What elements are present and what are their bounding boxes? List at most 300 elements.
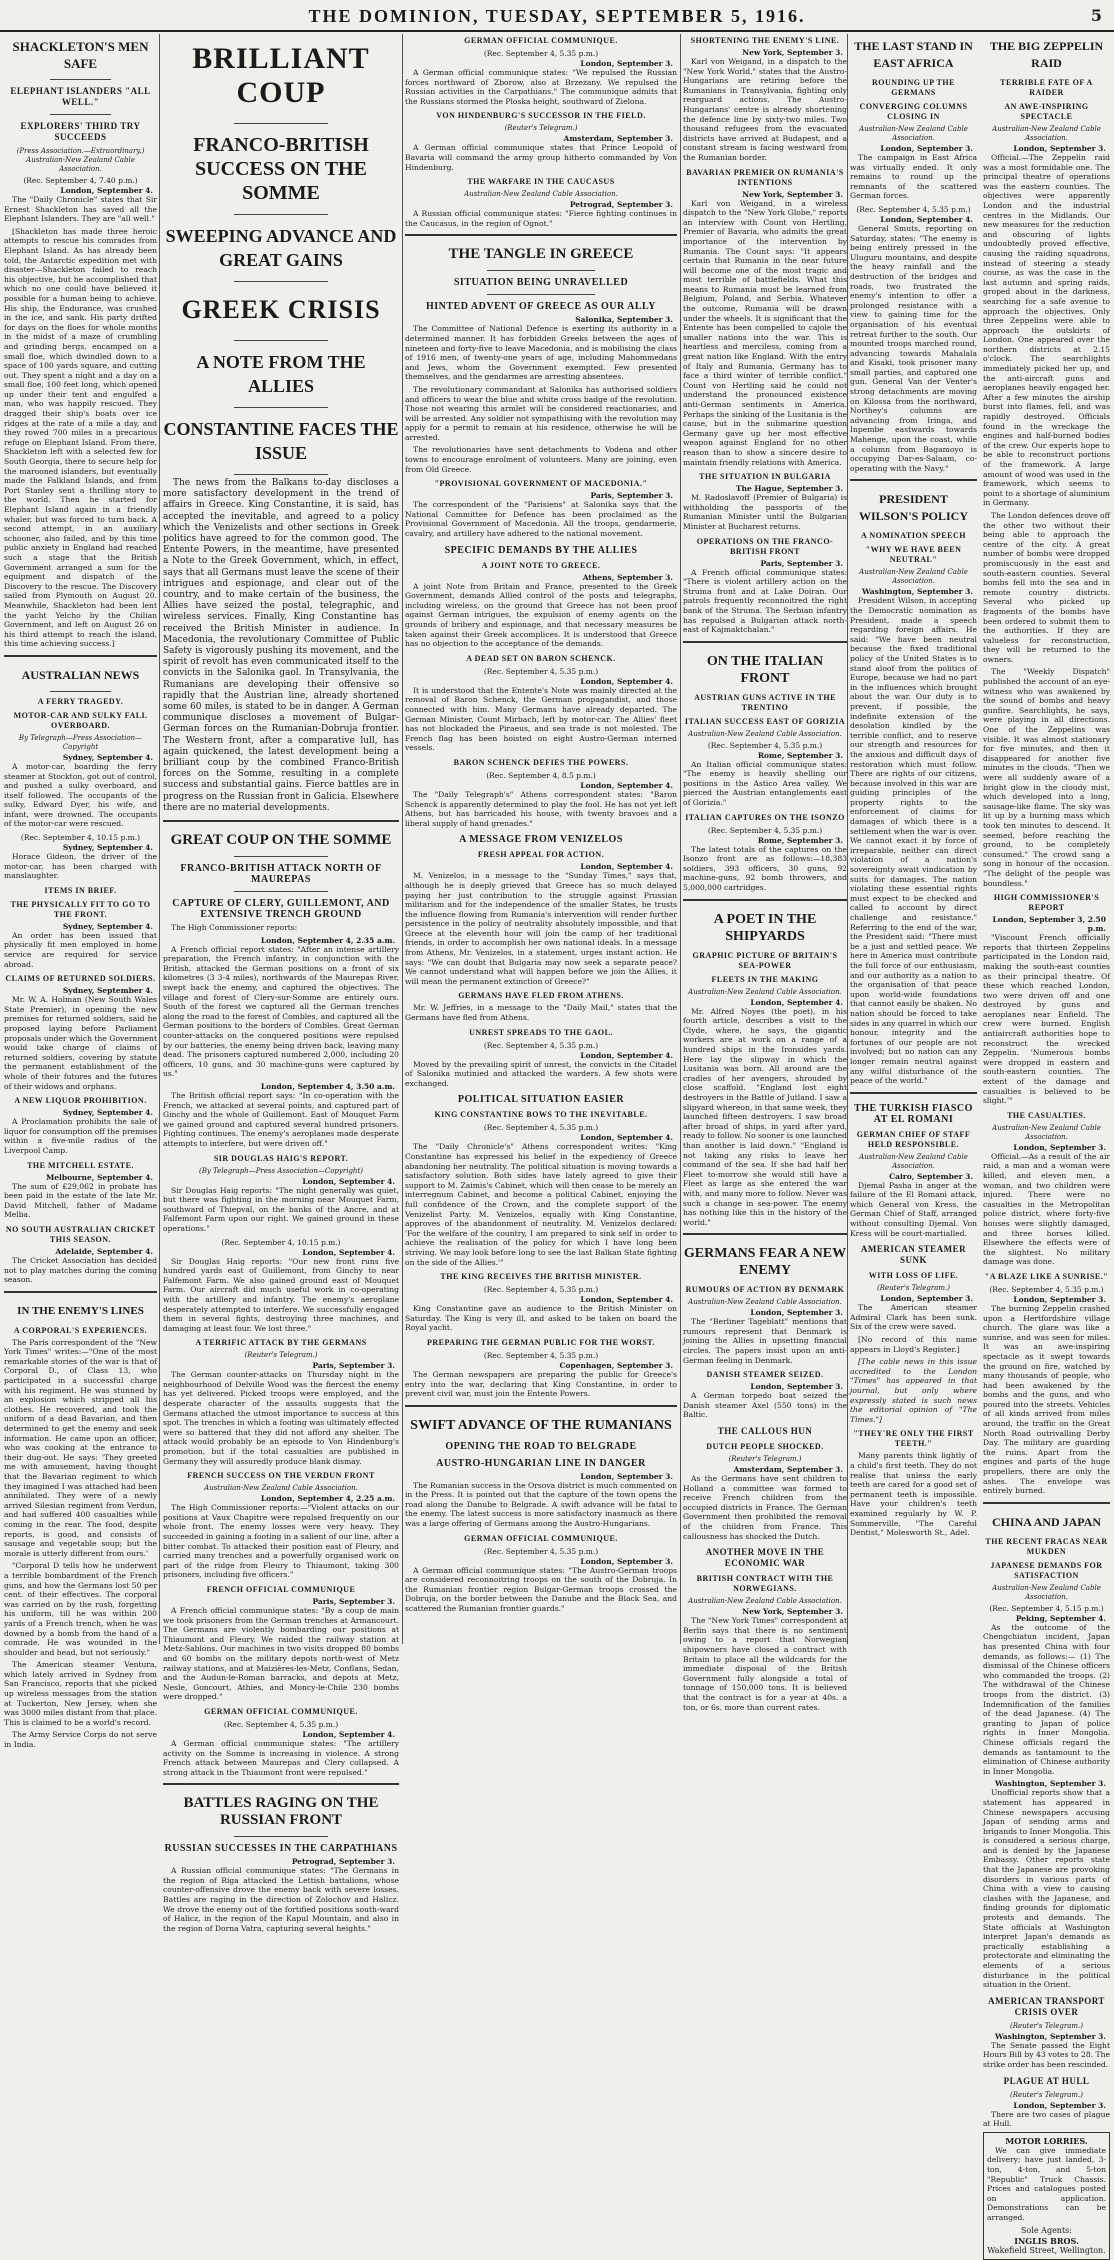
- divider: [4, 655, 157, 657]
- dateline: Paris, September 3.: [590, 491, 673, 501]
- subhead: THE PHYSICALLY FIT TO GO TO THE FRONT.: [10, 899, 151, 919]
- dateline: London, September 4.: [580, 862, 673, 872]
- article-text: The latest totals of the captures on the Isonzo front are as follows:—18,383 soldiers, 393 officers, 30 guns, 92 machine-guns, 92 bomb throwers, and 5,000,000 cartridges.: [683, 844, 847, 893]
- divider: [4, 1291, 157, 1293]
- agency-line: (By Telegraph—Press Association—Copyright): [199, 1166, 363, 1175]
- subhead: FRENCH OFFICIAL COMMUNIQUE: [206, 1584, 356, 1594]
- article-text: The sum of £29,062 in probate has been paid in the estate of the late Mr. David Mitchell, father of Madame Melba.: [4, 1181, 157, 1220]
- agency-line: (Press Association.—Extraordinary.) Australian-New Zealand Cable Association.: [16, 147, 145, 173]
- article-text: The "Daily Chronicle" states that Sir Ernest Shackleton has saved all the Elephant Islanders. They are "all well.": [4, 195, 157, 224]
- headline-turkish-fiasco: THE TURKISH FIASCO AT EL ROMANI: [854, 1102, 973, 1125]
- dateline: London, September 4.: [580, 676, 673, 686]
- subhead: CAPTURE OF CLERY, GUILLEMONT, AND EXTENSIVE TRENCH GROUND: [172, 898, 390, 921]
- article-text: The High Commissioner reports:—"Violent attacks on our positions at Vaux Chapitre were repulsed frequently on our whole front. The enemy losses were very heavy. They succeeded in gaining a footing in a salient of our line, after a bitter combat. To attacked their position east of Fleury, and carried many trenches and a powerfully organised work on part of the ridge from Fleury to Thiaumont, taking 300 prisoners, including five officers.": [163, 1503, 399, 1580]
- dateline: London, September 3.: [580, 59, 673, 68]
- dateline: Cairo, September 3.: [889, 1171, 973, 1181]
- received-line: (Rec. September 4, 10.15 p.m.): [221, 1237, 341, 1247]
- dateline: Sydney, September 4.: [62, 843, 153, 853]
- article-text: Mr. W. A. Holman (New South Wales State Premier), in opening the new premises for returned soldiers, said he proposed laying before Parliament proposals under which the Government would take charge of claims of returned soldiers, covering by statute the permanent establishment of the whole of their futures and the futures of their widows and orphans.: [4, 995, 157, 1091]
- masthead: [0, 0, 1114, 32]
- column-2: [163, 34, 399, 1933]
- subhead: FRANCO-BRITISH ATTACK NORTH OF MAUREPAS: [180, 863, 382, 886]
- dateline: London, September 4.: [302, 1729, 395, 1739]
- received-line: (Rec. September 4, 5.35 p.m.): [483, 666, 599, 676]
- article-text: Mr. W. Jeffries, in a message to the "Daily Mail," states that the Germans have fled from Athens.: [405, 1003, 677, 1023]
- dateline: Petrograd, September 3.: [291, 1857, 395, 1867]
- subhead: BARON SCHENCK DEFIES THE POWERS.: [453, 757, 629, 767]
- dateline: London, September 4.: [580, 1050, 673, 1060]
- divider: [234, 891, 328, 892]
- dateline: Rome, September 3.: [757, 750, 843, 760]
- subhead: ANOTHER MOVE IN THE ECONOMIC WAR: [705, 1547, 825, 1569]
- article-text: The Committee of National Defence is exerting its authority in a determined manner. It has forbidden Greeks between the ages of nineteen and forty-five to leave Macedonia, and is mobilising the class of 1916 men, of twenty-one years of age, including Mahommedans and Jews, whom the Government exempted. Few presented themselves, and the gendarmes are arresting absentees.: [405, 324, 677, 382]
- divider: [983, 1502, 1110, 1504]
- subhead: SIR DOUGLAS HAIG'S REPORT.: [213, 1153, 349, 1163]
- article-text: A German official communique states: "We repulsed the Russian forces northward of Zborow, also at Brzezany. We repulsed the Russian activities in the Carpathians." The communique admits that the Russians stormed the Ploska height, southward of Zielona.: [405, 68, 677, 106]
- article-text: M. Radoslavoff (Premier of Bulgaria) is withholding the passports of the Rumanian Minister until the Bulgarian Minister at Bucharest returns.: [683, 493, 847, 531]
- subhead: OPENING THE ROAD TO BELGRADE: [445, 1440, 637, 1452]
- agency-line: (Reuter's Telegram.): [1010, 2090, 1083, 2099]
- article-text: Horace Gideon, the driver of the motor-car, has been charged with manslaughter.: [4, 852, 157, 881]
- article-text: The "Daily Chronicle's" Athens correspondent writes: "King Constantine has expressed his belief in the expediency of Greece abandoning her neutrality. The political situation is moving towards a satisfactory solution. Both sides have lately agreed to give their support to M. Zaimis's Cabinet, which will then cease to be merely an interregnum Cabinet, and become a political Cabinet, enjoying the full confidence of the Crown, and the complete support of the Venizelist Party. M. Venizelos, equally with King Constantine, approves of the abandonment of neutrality. M. Venizelos declared: 'For the welfare of the country, I am prepared to sink self in order to achieve the realisation of the policy for which I have long been striving. We may look before long to see the last Balkan State fighting on the side of the Allies.'": [405, 1142, 677, 1267]
- editor-note: [No record of this name appears in Lloyd's Register.]: [850, 1335, 977, 1354]
- subhead: VON HINDENBURG'S SUCCESSOR IN THE FIELD.: [436, 111, 646, 121]
- dateline: London, September 3.: [580, 1556, 673, 1566]
- subhead: MOTOR-CAR AND SULKY FALL OVERBOARD.: [13, 710, 148, 730]
- dateline: London, September 3.: [880, 144, 973, 153]
- article-text: A French official communique states: "By a coup de main we took prisoners from the German trenches at Armancourt. The Germans are violently bombarding our positions at Thiaumont and Fleury. We raided the railway station at Metz-Sablons. Our machines in two visits dropped 80 bombs and 60 bombs on the military depots north-west of Metz railway stations, and at Maizières-les-Metz, Conflans, Sedan, and the Audun-le-Roman barracks, and depots at Metz, Nesle, Goncourt, Athies, and Moncy-le-Chile 230 bombs were dropped.": [163, 1605, 399, 1702]
- article-text: King Constantine gave an audience to the British Minister on Saturday. The King is very ill, and asked to be taken on board the Royal yacht.: [405, 1304, 677, 1333]
- article-text: It is understood that the Entente's Note was mainly directed at the removal of Baron Schenck, the German propagandist, and those connected with him. Many Germans have already departed. The German Minister, Count Mirbach, left by motor-car. The Allies' fleet has not blockaded the Piraeus, and sea trade is not molested. The French flag has been hoisted on eight Austro-German interned vessels.: [405, 685, 677, 753]
- subhead: WITH LOSS OF LIFE.: [868, 1271, 959, 1281]
- dateline: London, September 4.: [302, 1176, 395, 1186]
- article-text: There are two cases of plague at Hull.: [983, 2109, 1110, 2129]
- subhead: A NOMINATION SPEECH: [861, 531, 966, 541]
- agency-line: Australian-New Zealand Cable Association.: [688, 1597, 842, 1606]
- subhead: DANISH STEAMER SEIZED.: [706, 1370, 824, 1380]
- subhead: ELEPHANT ISLANDERS "ALL WELL.": [10, 86, 151, 107]
- article-text: [Shackleton has made three heroic attempts to rescue his comrades from Elephant Island. As has already been told, the Antarctic expedition met with disaster—Shackleton failed to reach his objective, but he accomplished that which no one could have believed it possible for a human being to achieve. His ship, the Endurance, was crushed in the ice, and sank. His party drifted for days on the floes for whole months in the midst of a maze of crumbling and grinding bergs, encamped on a small floe, which dwindled down to a space of 100 yards square, and cutting out. They spent a night and a day on a small floe, 100 feet long, which opened up under their tent and engulfed a man, who was happily rescued. They dragged their ship's boats over ice ridges at the rate of a mile a day, and they rowed 700 miles in a precarious refuge on Elephant Island. From there, Shackleton left with a selected few for South Georgia, there to secure help for the marooned islanders, but eventually made the Falkland Islands, and from Port Stanley sent a thrilling story to the world. Then he started for Elephant Island again in a friendly whaler, but was forced to turn back. A second attempt, in an auxiliary schooner, also failed, and by this time public anxiety in England had reached such a stage that the British Government arranged a sum for the equipment and dispatch of the Discovery to the rescue. The Discovery sailed from Plymouth on August 20. Meanwhile, Shackleton had been lent the yacht Yelcho by the Chilian Government, and left on August 26 on his third attempt to reach the island, this time achieving success.]: [4, 226, 157, 649]
- article-text: The Cricket Association has decided not to play matches during the coming season.: [4, 1255, 157, 1285]
- dateline: Paris, September 3.: [760, 558, 843, 568]
- dateline: London, September 4.: [60, 186, 153, 195]
- subhead: A DEAD SET ON BARON SCHENCK.: [466, 653, 616, 663]
- dateline: London, September 3.: [1013, 2100, 1106, 2110]
- column-5: [850, 34, 1110, 2255]
- subhead: AUSTRO-HUNGARIAN LINE IN DANGER: [436, 1457, 646, 1469]
- article-text: A French official communique states: "There is violent artillery action on the Struma front and at Lake Doiran. Our patrols frequently reconnoitred the right bank of the Struma. The Serbian infantry has repulsed a Bulgarian attack north-east of Kajmaktchalan.": [683, 567, 847, 635]
- agency-line: Australian-New Zealand Cable Association.: [859, 1152, 968, 1170]
- article-text: The "New York Times" correspondent at Berlin says that there is no sentiment owing to a report that Norwegian shipowners have closed a contract with Britain to place all the wildcards for the immediate disposal of the British Government fully alongside a total of tonnage of 150,000 tons. It is believed that the contract is for a year at 40s. a ton, or 6s. more than current rates.: [683, 1616, 847, 1712]
- subhead: "A BLAZE LIKE A SUNRISE.": [984, 1271, 1109, 1281]
- dateline: London, September 3.: [880, 1294, 973, 1304]
- article-text: An order has been issued that physically fit men employed in home service are required for service abroad.: [4, 930, 157, 969]
- dateline: New York, September 3.: [742, 48, 843, 57]
- dateline: London, September 3, 2.50 p.m.: [992, 915, 1106, 934]
- article-text: Official.—As a result of the air raid, a man and a woman were killed, and eleven men, a woman, and two children were injured. There were no casualties in the Metropolitan police district, where forty-five houses were slightly damaged, and three horses killed. Elsewhere the effects were of the slightest. No military damage was done.: [983, 1151, 1110, 1267]
- agency-line: (Reuter's Telegram.): [504, 124, 578, 133]
- advert-company: INGLIS BROS.: [1014, 2235, 1079, 2246]
- subhead: GERMAN OFFICIAL COMMUNIQUE.: [464, 36, 618, 45]
- advert-heading: "THEY'RE ONLY THE FIRST TEETH.": [853, 1429, 974, 1449]
- headline-enemy-lines: IN THE ENEMY'S LINES: [17, 1304, 144, 1317]
- agency-line: By Telegraph—Press Association—Copyright: [18, 733, 143, 751]
- divider: [683, 641, 847, 643]
- article-text: The Senate passed the Eight Hours Bill by 43 votes to 28. The strike order has been rescinded.: [983, 2040, 1110, 2069]
- subhead: A FERRY TRAGEDY.: [37, 696, 124, 706]
- divider: [234, 340, 328, 341]
- subhead: TERRIBLE FATE OF A RAIDER: [1000, 78, 1093, 97]
- subhead: FRESH APPEAL FOR ACTION.: [477, 850, 605, 860]
- subhead: ROUNDING UP THE GERMANS: [872, 78, 955, 97]
- dateline: New York, September 3.: [742, 1607, 843, 1617]
- dateline: Paris, September 3.: [312, 1361, 395, 1371]
- divider: [850, 479, 977, 481]
- article-text: The British official report says: "In co-operation with the French, we attacked at several points, and captured part of Ginchy and the whole of Guillemont. East of Mouquet Farm we gained ground and captured several hundred prisoners. Fighting continues. The enemy's aeroplanes made desperate attempts to interfere, but were driven off.": [163, 1091, 399, 1148]
- subhead: CLAIMS OF RETURNED SOLDIERS.: [5, 974, 156, 984]
- headline-italian-front: ON THE ITALIAN FRONT: [706, 653, 824, 686]
- article-text: The High Commissioner reports:: [171, 923, 298, 933]
- subhead: A CORPORAL'S EXPERIENCES.: [13, 1325, 148, 1335]
- dateline: London, September 4.: [302, 1247, 395, 1257]
- article-text: President Wilson, in accepting the Democratic nomination as President, made a speech regarding foreign affairs. He said: "We have been neutral because the fixed traditional policy of the United States is to stand aloof from the politics of Europe, because we had no part in the influences which brought about the war. Our duty is to prevent, if possible, the indefinite extension of the desolation kindled by the terrible conflict, and to reserve our strength and resources for the anxious and difficult days of restoration which must follow. There are rights of our citizens, because involved in this war are guiding principles of the property rights to the enforcement of claims for damages of which there is a settlement when the war is over. We cannot exact it by force of irreparable, neither can direct violation of a nation's sovereignty await vindication by suits for damages. The nation violating these essential rights must expect to be checked and called to account by direct challenge and resistance." Referring to the end of the war, the President said: "There must be a just and settled peace. We here in America must contribute the full force of our enthusiasm, and our authority as a nation to the organisation of that peace upon world-wide foundations that cannot easily be shaken. No nation should be forced to take sides in any quarrel in which our honour, integrity and the fortunes of our people are not involved; but no nation can any longer remain neutral against any wilful disturbance of the peace of the world.": [850, 596, 977, 1086]
- headline-china-japan: CHINA AND JAPAN: [991, 1514, 1102, 1529]
- subhead: GERMAN CHIEF OF STAFF HELD RESPONSIBLE.: [856, 1129, 971, 1149]
- dateline: London, September 3.: [750, 1382, 843, 1392]
- dateline: London, September 4, 2.25 a.m.: [260, 1494, 395, 1504]
- dateline: London, September 4.: [580, 780, 673, 790]
- dateline: Petrograd, September 3.: [569, 200, 673, 210]
- advert-address: Wakefield Street, Wellington.: [987, 2245, 1106, 2255]
- received-line: (Rec. September 4, 8.5 p.m.): [486, 770, 596, 780]
- dateline: Amsterdam, September 3.: [733, 1465, 843, 1475]
- article-text: A joint Note from Britain and France, presented to the Greek Government, demands Allied control of the posts and telegraphs, including wireless, on the ground that Greece has not been proof against German intrigues, the expulsion of enemy agents on the grounds of bribery and espionage, and that necessary measures be taken against their Greek accomplices. It is understood that Greece has no objection to the acceptance of the demands.: [405, 581, 677, 649]
- dateline: London, September 3.: [1013, 144, 1106, 153]
- subhead: AUSTRIAN GUNS ACTIVE IN THE TRENTINO: [694, 692, 836, 712]
- subhead: "WHY WE HAVE BEEN NEUTRAL": [865, 545, 962, 565]
- subhead: HIGH COMMISSIONER'S REPORT: [993, 893, 1100, 913]
- subhead: SITUATION BEING UNRAVELLED: [453, 277, 629, 289]
- subhead: THE WARFARE IN THE CAUCASUS: [467, 177, 615, 187]
- advert-motor-lorries: [983, 2132, 1110, 2260]
- article-text: The "Weekly Dispatch" published the account of an eye-witness who was awakened by the sound of bombs and heavy gunfire. Searchlights, he says, were playing in all directions. One of the Zeppelins was visible. It was almost stationary for five minutes, and then it disappeared for another five minutes in the clouds. "Then we were all suddenly aware of a bright glow in the cloudy mist, which developed into a long, sausage-like flame. The sky was lit up by a burning mass which took ten minutes to descend. It seemed, before reaching the ground, to be completely consumed." The crowd sang a song in honour of the occasion. "The delight of the people was boundless.": [983, 667, 1110, 888]
- subhead: GERMAN OFFICIAL COMMUNIQUE.: [464, 1533, 618, 1543]
- dateline: London, September 4.: [750, 997, 843, 1007]
- article-text: The "Berliner Tageblatt" mentions that rumours represent that Denmark is joining the Allies in upsetting financial circles. The papers insist upon an anti-German feeling in Denmark.: [683, 1317, 847, 1365]
- dateline: Melbourne, September 4.: [45, 1172, 153, 1182]
- subhead: UNREST SPREADS TO THE GAOL.: [469, 1027, 613, 1037]
- divider: [234, 281, 328, 282]
- article-text: A German official communique states: "The Austro-German troops are considered reconnoitring troops on the south of the Dobruja. In the Rumanian frontier region Bulgar-German troops crossed the Dobruja, on the border between the Danube and the Black Sea, and scattered the Rumanian frontier guards.": [405, 1565, 677, 1614]
- article-text: As the Germans have sent children to Holland a committee was formed to receive French children from the occupied districts in France. The German Government then prohibited the removal of the children from France. This callousness has shocked the Dutch.: [683, 1474, 847, 1541]
- subhead: NO SOUTH AUSTRALIAN CRICKET THIS SEASON.: [5, 1224, 156, 1244]
- divider: [487, 270, 596, 271]
- dateline: London, September 4, 2.35 a.m.: [260, 935, 395, 945]
- agency-line: (Reuter's Telegram.): [244, 1351, 318, 1360]
- article-text: A German official communique states that Prince Leopold of Bavaria will command the army group hitherto commanded by Von Hindenburg.: [405, 143, 677, 172]
- advert-heading: MOTOR LORRIES.: [1005, 2135, 1088, 2146]
- subcolumn-east-africa: [850, 34, 977, 2260]
- dateline: Washington, September 3.: [861, 587, 973, 597]
- article-text: A Proclamation prohibits the sale of liquor for consumption off the premises within a five-mile radius of the Liverpool Camp.: [4, 1117, 157, 1155]
- subhead: A NEW LIQUOR PROHIBITION.: [14, 1096, 147, 1106]
- headline-wilson-policy: PRESIDENT WILSON'S POLICY: [858, 492, 969, 524]
- headline: CONSTANTINE FACES THE ISSUE: [163, 419, 399, 463]
- headline-east-africa: THE LAST STAND IN EAST AFRICA: [854, 39, 973, 70]
- dateline: Peking, September 4.: [1015, 1613, 1106, 1623]
- article-text: The German counter-attacks on Thursday night in the neighbourhood of Delville Wood was the fiercest the enemy has yet delivered. Picked troops were employed, and the desperate character of the assaults suggests that the Germans attached the utmost importance to success at this spot. The trenches in which a footing was ultimately effected were so battered that they did not afford any shelter. The attack would probably be an episode to Von Hindenburg's promotion, but if the total casualties are published in Germany they will assuredly produce blank dismay.: [163, 1370, 399, 1466]
- dateline: London, September 3.: [1013, 1142, 1106, 1152]
- agency-line: Australian-New Zealand Cable Association.: [688, 1298, 842, 1307]
- divider: [850, 1092, 977, 1094]
- subhead: BRITISH CONTRACT WITH THE NORWEGIANS.: [696, 1574, 834, 1594]
- article-text: A Russian official communique states: "The Germans in the region of Riga attacked the Lettish battalions, whose counter-offensive drove the enemy back with severe losses. Battles are raging in the direction of Zolochov and Halicz. We drove the enemy out of the fortified positions south-ward of Halicz, in the region of the Kapul Mountain, and also in the region of Dorna Vatra, capturing several heights.": [163, 1866, 399, 1933]
- article-text: The Rumanian success in the Orsova district is much commented on in the Press. It is pointed out that the capture of the town opens the road along the Danube to Belgrade. A swift advance will be fatal to the enemy. The latest success is more satisfactory inasmuch as there was a large offering of Germans among the Austro-Hungarians.: [405, 1480, 677, 1529]
- dateline: The Hague, September 3.: [735, 484, 843, 494]
- subhead: GERMANS HAVE FLED FROM ATHENS.: [458, 991, 624, 1001]
- article-text: Moved by the prevailing spirit of unrest, the convicts in the Citadel of Salonika mutinied and attacked the warders. A few shots were exchanged.: [405, 1059, 677, 1088]
- subhead: THE RECENT FRACAS NEAR MUKDEN: [985, 1536, 1108, 1556]
- article-text: The campaign in East Africa was virtually ended. It only remains to round up the remnants of the scattered German forces.: [850, 153, 977, 201]
- dateline: Sydney, September 4.: [62, 1108, 153, 1118]
- divider: [234, 407, 328, 408]
- headline-australian-news: AUSTRALIAN NEWS: [21, 667, 140, 682]
- column-rule: [159, 34, 160, 1644]
- article-text: Karl von Weigand, in a wireless dispatch to the "New York Globe," reports an interview with Count von Hertling, Premier of Bavaria, who admits the great importance of the intervention by Rumania. The Count says: "It appears certain that Rumania in the near future will become one of the most tragic and most terrible of battlefields. What this means to Rumania must be learned from Belgium, Poland, and Serbia. Whatever the outcome, Rumania will be drawn under the wheels. It is significant that the Entente has been compelled to cajole the smaller nations into the war. This is heartless and merciless, coming from a great nation like England. With the entry of Italy and Rumania, Germany has to face a third winter of terrible conflict." Count von Hertling said he could not understand the pronounced existence anti-German sentiments in America. Perhaps the sinking of the Lusitania is the cause, but in the submarine question Germany gave up her most effective weapon against England for no other reason than to show a sincere desire to maintain friendly relations with America.: [683, 198, 847, 467]
- subhead: A TERRIFIC ATTACK BY THE GERMANS: [195, 1338, 367, 1348]
- subhead: RUSSIAN SUCCESSES IN THE CARPATHIANS: [164, 1843, 398, 1855]
- headline-great-coup: GREAT COUP ON THE SOMME: [170, 832, 392, 849]
- dateline: London, September 4.: [580, 1295, 673, 1305]
- headline-germans-fear: GERMANS FEAR A NEW ENEMY: [683, 1246, 847, 1279]
- subhead: PLAGUE AT HULL: [1003, 2075, 1090, 2086]
- received-line: (Rec. September 4, 5.35 p.m.): [483, 1350, 599, 1360]
- headline-poet-shipyards: A POET IN THE SHIPYARDS: [713, 911, 817, 944]
- advert-agents: Sole Agents:: [1021, 2225, 1072, 2235]
- dateline: Amsterdam, September 3.: [563, 134, 673, 144]
- received-line: (Rec. September 4, 5.35 p.m.): [483, 1123, 599, 1133]
- dateline: Sydney, September 4.: [62, 921, 153, 931]
- article-text: The American steamer Ventura, which lately arrived in Sydney from San Francisco, reports that she picked up wireless messages from the station at Tuckerton, New Jersey, when she was 3000 miles distant from that place. This is claimed to be a world's record.: [4, 1660, 157, 1727]
- subhead: EXPLORERS' THIRD TRY SUCCEEDS: [20, 121, 141, 142]
- divider: [683, 899, 847, 901]
- dateline: Rome, September 3.: [757, 835, 843, 845]
- subhead: ITEMS IN BRIEF.: [44, 885, 117, 895]
- dateline: London, September 3.: [580, 1471, 673, 1481]
- dateline: New York, September 3.: [742, 189, 843, 199]
- divider: [487, 294, 596, 295]
- dateline: Sydney, September 4.: [62, 986, 153, 996]
- page-number: 5: [1090, 6, 1102, 25]
- article-text: Djemal Pasha in anger at the failure of the El Romani attack, which General von Kress, the German Chief of Staff, arranged without consulting Djemal. Von Kress will be court-martialled.: [850, 1180, 977, 1238]
- divider: [234, 214, 328, 215]
- dateline: Washington, September 3.: [994, 2031, 1106, 2041]
- headline-tangle-greece: THE TANGLE IN GREECE: [448, 246, 634, 263]
- subhead: PREPARING THE GERMAN PUBLIC FOR THE WORST.: [426, 1337, 656, 1347]
- article-text: Official.—The Zeppelin raid was a most formidable one. The principal theatre of operations was the eastern counties. The objectives were apparently London and the industrial centres in the Midlands. Our new measures for the reduction and obscuring of lights undoubtedly proved effective, causing the raiding squadrons, instead of steering a steady course, as was the case in the last autumn and spring raids, groped about in the darkness, searching for a safe avenue to approach the objectives. Only three Zeppelins were able to approach the outskirts of London. One appeared over the northern districts at 2.15 o'clock. The searchlights immediately picked her up, and the anti-aircraft guns and aeroplanes heavily engaged her. After a few minutes the airship burst into flames, fell, and was rapidly destroyed. Officials found in the wreckage the engines and half-burned bodies of the crew. Our experts hope to be able to reconstruct portions of the framework. A large amount of wood was used in the framework, which seems to point to a shortage of aluminium in Germany.: [983, 153, 1110, 508]
- divider: [163, 820, 399, 822]
- subhead: THE KING RECEIVES THE BRITISH MINISTER.: [440, 1272, 642, 1282]
- received-line: (Rec. September 4, 5.15 p.m.): [989, 1603, 1104, 1613]
- divider: [50, 79, 111, 80]
- agency-line: Australian-New Zealand Cable Association.: [464, 190, 618, 199]
- dateline: Sydney, September 4.: [62, 752, 153, 762]
- headline-russian-front: BATTLES RAGING ON THE RUSSIAN FRONT: [183, 1795, 379, 1829]
- column-rule: [680, 34, 681, 1644]
- agency-line: Australian-New Zealand Cable Association.: [992, 125, 1101, 142]
- article-text: The American steamer Admiral Clark has been sunk. Six of the crew were saved.: [850, 1303, 977, 1332]
- divider: [50, 114, 111, 115]
- article-text: Karl von Weigand, in a dispatch to the "New York World," states that the Austro-Hungarians are retiring before the Rumanians in Transylvania, fighting only rearguard actions. The Austro-Hungarians' centre is already shortening the defence line by sixty-two miles. Two thousand refugees from the evacuated districts have arrived at Budapest, and a constant stream is facing westward from the Rumanian border.: [683, 57, 847, 162]
- divider: [405, 1405, 677, 1407]
- received-line: (Rec. September 4, 5.35 p.m.): [989, 1284, 1104, 1294]
- article-text: "Corporal D tells how he underwent a terrible bombardment of the French guns, and how the Germans lost 50 per cent. of their effectives. The corporal was carried on by the rush, forgetting his uniform, till he was within 200 yards of a French trench, when he was downed by a bomb from the hand of a comrade. He was wounded in the shoulder and head, but not seriously.": [4, 1561, 157, 1657]
- divider: [50, 691, 111, 692]
- column-rule: [402, 34, 403, 1644]
- dateline: London, September 4.: [580, 1133, 673, 1143]
- agency-line: Australian-New Zealand Cable Association.: [859, 125, 968, 142]
- subhead: GERMAN OFFICIAL COMMUNIQUE.: [204, 1706, 358, 1716]
- subhead: POLITICAL SITUATION EASIER: [457, 1094, 625, 1106]
- received-line: (Rec. September 4, 5.35 p.m.): [483, 1285, 599, 1295]
- headline-greek-crisis: GREEK CRISIS: [181, 295, 381, 324]
- article-text: As the outcome of the Chengchiatun incident, Japan has presented China with four demands, as follows:— (1) The dismissal of the Chinese officers who commanded the troops. (2) The withdrawal of the Chinese troops from the district. (3) Indemnification of the families of the dead Japanese. (4) The granting to Japan of police rights in Inner Mongolia. Chinese officials regard the demands as tantamount to the elimination of Chinese authority in Inner Mongolia.: [983, 1622, 1110, 1776]
- headline-zeppelin-raid: THE BIG ZEPPELIN RAID: [989, 39, 1104, 70]
- subhead: THE CALLOUS HUN: [717, 1426, 813, 1437]
- headline-brilliant-coup: BRILLIANT COUP: [192, 42, 370, 109]
- article-text: The revolutionaries have sent detachments to Vodena and other towns to encourage enrolment of volunteers. Many are joining, even from Old Greece.: [405, 445, 677, 474]
- subhead: FRENCH SUCCESS ON THE VERDUN FRONT: [187, 1471, 375, 1481]
- subhead: RUMOURS OF ACTION BY DENMARK: [685, 1285, 845, 1295]
- divider: [683, 1233, 847, 1235]
- received-line: (Rec. September 4, 5.35 p.m.): [223, 1719, 339, 1729]
- article-text: General Smuts, reporting on Saturday, states: "The enemy is being entirely pressed in the Uluguru mountains, and despite the heavy rainfall and the destruction of the bridges and roads, two frustrated the enemy's intention to offer a prolonged resistance with a view to gaining time for the organisation of his eventual retreat further to the south. Our mounted troops marched round, advancing towards Mahalala and Kisaki, took prisoner many small parties, and captured one gun. General Van der Venter's strong detachments are moving on Kilossa from the northward, Northey's columns are advancing from Iringa, and Inpembe eastwards towards Mahenge, upon the coast, while a column from Bagamoyo is occupying Dar-es-Salaam, co-operating with the Navy.": [850, 223, 977, 473]
- subhead: HINTED ADVENT OF GREECE AS OUR ALLY: [426, 301, 656, 313]
- dateline: London, September 3.: [1013, 1294, 1106, 1304]
- subhead: THE MITCHELL ESTATE.: [27, 1160, 134, 1170]
- agency-line: Australian-New Zealand Cable Association.: [688, 729, 842, 738]
- subhead: THE SITUATION IN BULGARIA: [699, 472, 831, 482]
- headline: FRANCO-BRITISH SUCCESS ON THE SOMME: [193, 134, 369, 204]
- received-line: (Rec. September 4, 10.15 p.m.): [20, 833, 141, 843]
- article-text: A French official report states: "After an intense artillery preparation, the French infantry, in conjunction with the British, attacked the German positions on a front of six kilometres (3 3-4 miles), northwards of the Maurepas River, swept back the enemy, and captured the objectives. The village and forest of Clery-sur-Somme are entirely ours. South of the forest we captured all the German trenches along the road to the forest of Combles, and captured all the German positions to the borders of Combles. Great German counter-attacks on the conquered positions were repulsed by our batteries, the enemy being driven back, leaving many dead. The prisoners captured numbered 2,000, including 20 officers, 10 guns, and 30 machine-guns were captured by us.": [163, 944, 399, 1079]
- newspaper-title: THE DOMINION, TUESDAY, SEPTEMBER 5, 1916.: [308, 6, 806, 26]
- dateline: Salonika, September 3.: [575, 315, 673, 325]
- column-1: [4, 34, 157, 1750]
- received-line: (Rec. September 4, 5.35 p.m.): [707, 740, 823, 750]
- headline: SWEEPING ADVANCE AND GREAT GAINS: [165, 226, 397, 270]
- agency-line: Australian-New Zealand Cable Association.: [859, 568, 968, 586]
- divider: [234, 123, 328, 124]
- article-text: The German newspapers are preparing the public for Greece's entry into the war, declaring that King Constantine, in order to prevent civil war, must join the Entente Powers.: [405, 1369, 677, 1399]
- subhead: BAVARIAN PREMIER ON RUMANIA'S INTENTIONS: [686, 167, 844, 187]
- article-text: Unofficial reports show that a statement has appeared in Chinese newspapers accusing Japan of sending arms and brigands to Inner Mongolia. This is considered a serious charge, and is denied by the Japanese Embassy. Other reports state that the Japanese are provoking disorders in various parts of China with a view to causing clashes with the Japanese, and finding grounds for diplomatic protests and demands. The State officials at Washington interpret Japan's demands as practically establishing a protectorate and eliminating the elements of a serious disturbance in the political situation in the Orient.: [983, 1788, 1110, 1990]
- divider: [234, 1836, 328, 1837]
- subhead: AMERICAN STEAMER SUNK: [860, 1244, 967, 1266]
- article-text: M. Venizelos, in a message to the "Sunday Times," says that, although he is deeply grieved that Greece has so much delayed paying her just contribution to the struggle against Prussian militarism and for the independence of the smaller States, he trusts the influence flowing from Rumania's intervention will render further persistence in the policy of neutrality absolutely impossible, and that Greece at the eleventh hour will join the camp of her traditional friends, in order to accomplish her own national ideals. In a message from Athens, Mr. Venizelos, in a statement, urges instant action. He says: "We can doubt that Bulgaria may now seek a separate peace? We cannot understand what will happen before we join the Allies, it will mean the permanent extinction of Greece?": [405, 871, 677, 986]
- article-text: The correspondent of the "Parisiens" at Salonika says that the National Committee for Defence has been proclaimed as the Provisional Government of Macedonia. All the troops, gendarmerie, cavalry, and artillery have adhered to the national movement.: [405, 500, 677, 539]
- subhead: DUTCH PEOPLE SHOCKED.: [706, 1442, 824, 1452]
- advert-text: We can give immediate delivery; have just landed, 3-ton, 4-ton, and 5-ton "Republic" Truck Chassis. Prices and catalogues posted on application. Demonstrations can be arranged.: [987, 2145, 1106, 2222]
- dateline: Copenhagen, September 3.: [559, 1360, 673, 1370]
- article-text: A Russian official communique states: "Fierce fighting continues in the Caucasus, in the region of Ognot.": [405, 209, 677, 228]
- article-text: The "Daily Telegraph's" Athens correspondent states: "Baron Schenck is apparently determined to play the fool. He has not yet left Athens, but has barricaded his house, with twenty bravoes and a liberal supply of hand grenades.": [405, 789, 677, 828]
- article-text: The Paris correspondent of the "New York Times" writes:—"One of the most remarkable stories of the war is that of Corporal D., of Class 13, who participated in a successful charge with his regiment. He was stunned by an explosion which stripped all his clothes. He recovered, and took the uniform of a dead Bavarian, and then determined to get the enemy and seek information. He came upon an officer, who was cooking at the entrance to their dug-out. He says: 'They greeted me with amusement, having thought that the Bavarian regiment to which they imagined I was attached had been annihilated. They were of a newly arrived Silesian regiment from Verdun, and had suffered 400 casualties while coming in the rear. The food, despite reports, is good, and consists of sausage and vegetable soup; but the morale is utterly different from ours.': [4, 1337, 157, 1558]
- dateline: London, September 4.: [880, 214, 973, 224]
- advert-text: Many parents think lightly of a child's first teeth. They do not realise that unless the early teeth are cared for a good set of permanent teeth is impossible. Have your children's teeth examined regularly by W. P. Sommerville, "The Careful Dentist," Molesworth St., Adel.: [850, 1451, 977, 1538]
- agency-line: Australian-New Zealand Cable Association.: [204, 1484, 358, 1493]
- lead-summary: The news from the Balkans to-day discloses a more satisfactory development in the trend of affairs in Greece. King Constantine, it is said, has accepted the inevitable, and agreed to a policy which the Venizelists and other sections in Greek politics have agreed to for the common good. The Entente Powers, in the meantime, have presented a Note to the Greek Government, which, in effect, says that all Germans must leave the scene of their intrigues and espionage, and clear out of the country, and to make certain of the business, the Allies have seized the postal, telegraphic, and wireless services. Finally, King Constantine has received the British Minister in audience. In Macedonia, the revolutionary Committee of Public Safety is vigorously pushing its movement, and the spirit of revolt has even communicated itself to the convicts in the Salonika gaol. In Transylvania, the Rumanians are developing their offensive so rapidly that the Austrian line, already shortened some 60 miles, is stated to be in danger. A German communique discloses a movement of Bulgar-German forces on the Rumanian-Dobruja frontier. The Western front, after a comparative lull, has again quickened, the latest development being a brilliant coup by the combined Franco-British forces on the Somme, resulting in a complete success and substantial gains. Fierce battles are in progress on the Russian front in Galicia. Elsewhere there are no material developments.: [163, 478, 399, 813]
- subhead: KING CONSTANTINE BOWS TO THE INEVITABLE.: [434, 1110, 648, 1120]
- column-rule: [847, 34, 848, 1644]
- subhead: ITALIAN CAPTURES ON THE ISONZO: [685, 812, 845, 822]
- column-3: [405, 34, 677, 1646]
- article-text: A German torpedo boat seized the Danish steamer Axel (550 tons) in the Baltic.: [683, 1391, 847, 1420]
- received-line: (Rec. September 4, 5.35 p.m.): [707, 825, 823, 835]
- subhead: FLEETS IN THE MAKING: [711, 974, 819, 984]
- divider: [405, 234, 677, 236]
- dateline: London, September 3.: [750, 1308, 843, 1318]
- article-text: Sir Douglas Haig reports: "The night generally was quiet, but there was fighting in the morning near Mouquet Farm, southward of Thiepval, on the banks of the Ancre, and at Falfemont Farm upon our right. We gained ground in these operations.": [163, 1185, 399, 1233]
- headline-swift-advance: SWIFT ADVANCE OF THE RUMANIANS: [410, 1417, 672, 1433]
- received-line: (Rec. September 4, 5.35 p.m.): [483, 1040, 599, 1050]
- article-text: Mr. Alfred Noyes (the poet), in his fourth article, describes a visit to the Clyde, where, he says, the gigantic workers are at work on a range of a hundred ships in the Ironsides yards. Here lay the slipway in which the Lusitania was born. All around are the cradles of her avengers, shrouded by close scaffold. "England lost eight destroyers in the Battle of Jutland. I saw a slipyard whereon, in that same week, they launched fifteen destroyers. I saw broad after broad of ships, in yard after yard, ready to follow. No sooner is one launched than another is laid down." "England is not taking any risks to leave her command of the sea. If she had half her Fleet to-morrow she would still have a Fleet as large as she entered the war with, and many more to follow. Never was such a change in sea-power. The enemy has nothing like this in the history of the world.": [683, 1006, 847, 1227]
- dateline: London, September 4, 3.50 a.m.: [260, 1082, 395, 1091]
- subhead: AMERICAN TRANSPORT CRISIS OVER: [988, 1995, 1105, 2017]
- article-text: A German official communique states: "The artillery activity on the Somme is increasing in violence. A strong French attack between Maurepas and Clery collapsed. A strong attack in the Thiaumont front were repulsed.": [163, 1738, 399, 1777]
- subhead: SPECIFIC DEMANDS BY THE ALLIES: [444, 544, 638, 556]
- subhead: "PROVISIONAL GOVERNMENT OF MACEDONIA.": [434, 479, 648, 489]
- subhead: ITALIAN SUCCESS EAST OF GORIZIA: [684, 716, 846, 726]
- subhead: OPERATIONS ON THE FRANCO-BRITISH FRONT: [696, 536, 834, 556]
- editor-note: [The cable news in this issue accredited to the London "Times" has appeared in that journal, but only where expressly stated is such news the editorial opinion of "The Times."]: [850, 1357, 977, 1424]
- dateline: Adelaide, September 4.: [55, 1246, 153, 1256]
- received-line: (Rec. September 4, 5.35 p.m.): [856, 204, 971, 214]
- agency-line: Australian-New Zealand Cable Association.: [992, 1123, 1101, 1141]
- article-text: A motor-car, boarding the ferry steamer at Stockton, got out of control, and pushed a sulky overboard, and itself followed. The occupants of the sulky, Edward Dyer, his wife, and infant, were drowned. The occupants of the motor-car were rescued.: [4, 761, 157, 829]
- agency-line: (Reuter's Telegram.): [728, 1455, 802, 1464]
- column-4: [683, 34, 847, 1712]
- subhead: JAPANESE DEMANDS FOR SATISFACTION: [990, 1560, 1103, 1580]
- article-text: The burning Zeppelin crashed upon a Hertfordshire village church. The glare was like a sunrise, and was seen for miles. It was an awe-inspiring spectacle as it swept towards the ground on fire, watched by many thousands of people, who had been awakened by the bombs and the guns, and who poured into the streets. Vehicles of all kinds arrived from miles around, the traffic on the Great North Road outrivalling Derby Day. The military are guarding the ruins. Apart from the engines and parts of the huge propellers, there are only the ashes. The envelope was entirely burned.: [983, 1303, 1110, 1496]
- article-text: An Italian official communique states: "The enemy is heavily shelling our positions in the Astico Area valley. We pierced the Austrian entanglements east of Gorizia.": [683, 759, 847, 808]
- received-line: (Rec. September 4, 7.40 p.m.): [23, 176, 138, 185]
- subhead: GRAPHIC PICTURE OF BRITAIN'S SEA-POWER: [692, 950, 838, 970]
- agency-line: Australian-New Zealand Cable Association.: [992, 1583, 1101, 1601]
- headline-shackleton: SHACKLETON'S MEN SAFE: [12, 39, 149, 71]
- subhead: A JOINT NOTE TO GREECE.: [481, 560, 601, 570]
- article-text: Sir Douglas Haig reports: "Our new front runs five hundred yards east of Guillemont, from Ginchy to near Falfemont Farm. We also gained ground east of Mouquet Farm. Our aircraft did much useful work in co-operating with the artillery and infantry. The enemy's aeroplane desperately attempted to interfere. We successfully engaged them in several fights, destroying three machines, and damaging at least four. We lost three.": [163, 1256, 399, 1333]
- subhead: THE CASUALTIES.: [1007, 1110, 1086, 1120]
- article-text: The Army Service Corps do not serve in India.: [4, 1730, 157, 1750]
- article-text: "Viscount French officially reports that thirteen Zeppelins participated in the London raid, making the south-east counties as their principal theatre. Of these which reached London, two were driven off and one destroyed by guns and aeroplanes near Enfield. The crew were burned. English antiaircraft authorities hope to reconstruct the wrecked Zeppelin. 'Numerous bombs were dropped in eastern and south-eastern counties. The extent of the damage and casualties is believed to be slight.'": [983, 933, 1110, 1106]
- dateline: Athens, September 3.: [582, 572, 673, 582]
- divider: [234, 856, 328, 857]
- received-line: (Rec. September 4, 5.35 p.m.): [483, 1546, 599, 1556]
- subhead: SHORTENING THE ENEMY'S LINE.: [690, 36, 840, 45]
- agency-line: (Reuter's Telegram.): [877, 1284, 950, 1293]
- subhead: CONVERGING COLUMNS CLOSING IN: [859, 102, 968, 121]
- divider: [234, 474, 328, 475]
- received-line: (Rec. September 4, 5.35 p.m.): [483, 49, 599, 58]
- subhead: AN AWE-INSPIRING SPECTACLE: [1004, 102, 1089, 121]
- headline: A NOTE FROM THE ALLIES: [196, 352, 366, 396]
- agency-line: (Reuter's Telegram.): [1010, 2021, 1083, 2030]
- subcolumn-zeppelin: [983, 34, 1110, 2260]
- article-text: The revolutionary commandant at Salonika has authorised soldiers and officers to wear the blue and white cross badge of the revolution. Those not wearing this armlet will be considered reactionaries, and will be arrested. Any soldier not sympathising with the revolution may apply for a permit to remain at his residence, otherwise he will be arrested.: [405, 384, 677, 442]
- dateline: Washington, September 3.: [994, 1779, 1106, 1789]
- divider: [163, 1783, 399, 1785]
